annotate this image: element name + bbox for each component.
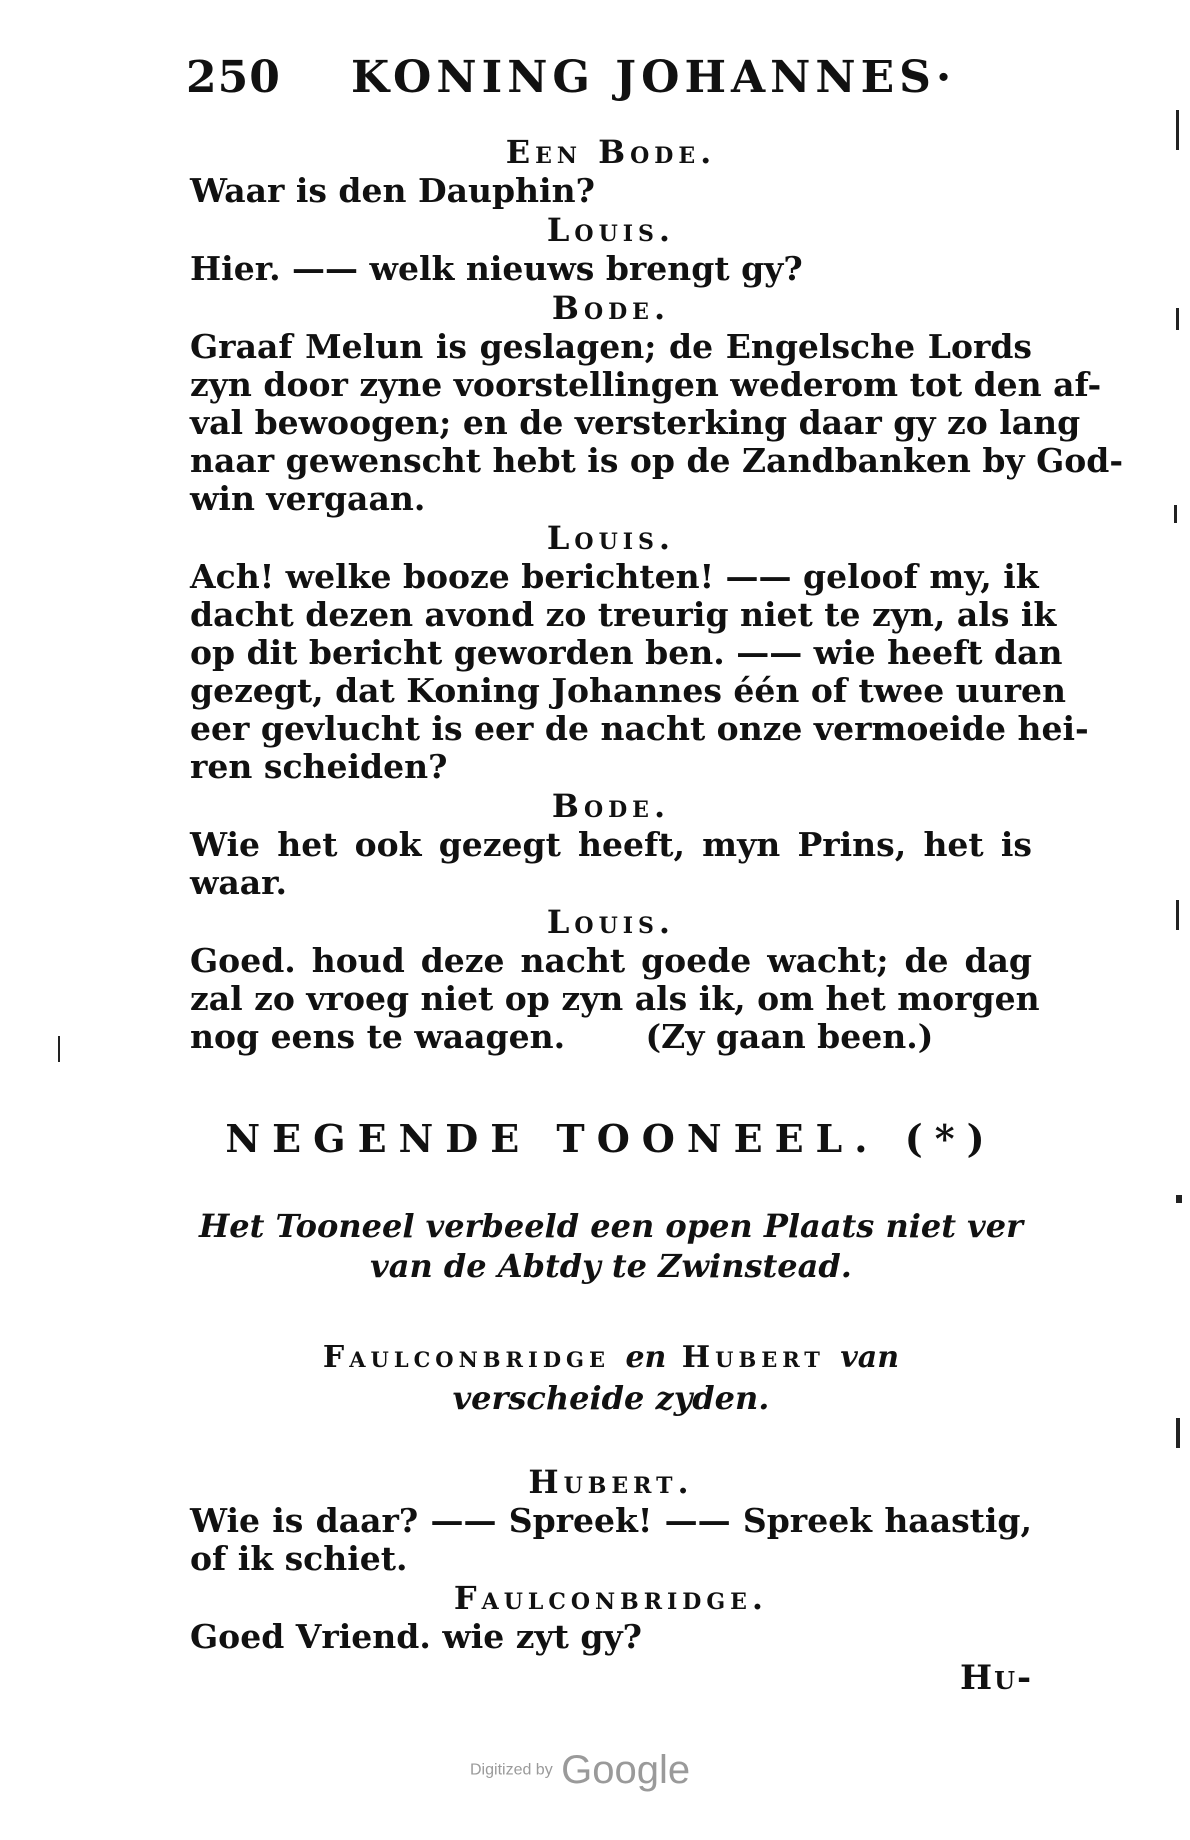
dialogue-line: of ik schiet. xyxy=(190,1539,408,1578)
dialogue-line: Wie het ook gezegt heeft, myn Prins, het is xyxy=(190,825,1032,864)
dialogue-line: zal zo vroeg niet op zyn als ik, om het morgen xyxy=(190,979,1040,1018)
dialogue-line: op dit bericht geworden ben. —— wie heeft dan xyxy=(190,633,1063,672)
dialogue-line: ren scheiden? xyxy=(190,747,448,786)
dialogue-line: gezegt, dat Koning Johannes één of twee uuren xyxy=(190,671,1067,710)
dialogue-line: Goed Vriend. wie zyt gy? xyxy=(190,1617,642,1656)
dialogue-line: Hier. —— welk nieuws brengt gy? xyxy=(190,249,803,288)
dialogue-line: win vergaan. xyxy=(190,479,426,518)
speaker-heading: Bode. xyxy=(551,787,671,825)
dialogue-line: naar gewenscht hebt is op de Zandbanken by God- xyxy=(190,441,1124,480)
speaker-heading: Louis. xyxy=(546,519,676,557)
characters-line xyxy=(190,1338,1032,1378)
page-header xyxy=(186,52,957,103)
watermark-prefix: Digitized by xyxy=(470,1761,553,1779)
scan-mark xyxy=(1176,900,1179,930)
scan-mark xyxy=(58,1036,60,1062)
scan-mark xyxy=(1176,1195,1182,1203)
scene-setting-line: Het Tooneel verbeeld een open Plaats niet ver xyxy=(199,1207,1023,1245)
dialogue-line: waar. xyxy=(190,863,288,902)
dialogue-block-2 xyxy=(190,1462,1032,1656)
dialogue-line: Ach! welke booze berichten! —— geloof my, ik xyxy=(190,557,1039,596)
scene-characters xyxy=(190,1338,1032,1418)
dialogue-block-1 xyxy=(190,132,1124,1056)
digitized-watermark xyxy=(470,1748,690,1793)
scene-setting xyxy=(190,1206,1032,1286)
scan-mark xyxy=(1176,308,1179,330)
speaker-heading: Bode. xyxy=(551,289,671,327)
speaker-heading: Louis. xyxy=(546,211,676,249)
speaker-heading: Faulconbridge. xyxy=(453,1579,769,1617)
dialogue-line: Waar is den Dauphin? xyxy=(190,171,595,210)
speaker-heading: Louis. xyxy=(546,903,676,941)
speaker-heading: Een Bode. xyxy=(505,133,717,171)
speaker-heading: Hubert. xyxy=(528,1463,694,1501)
watermark-brand: Google xyxy=(561,1748,691,1792)
dialogue-line: Goed. houd deze nacht goede wacht; de dag xyxy=(190,941,1032,980)
scan-mark xyxy=(1176,110,1179,150)
character-name: Hubert xyxy=(681,1340,825,1375)
characters-suffix: van xyxy=(840,1340,900,1375)
scene-heading-block xyxy=(190,1116,1032,1162)
scene-setting-line: van de Abtdy te Zwinstead. xyxy=(370,1247,852,1285)
dialogue-line: Graaf Melun is geslagen; de Engelsche Lords xyxy=(190,327,1032,366)
dialogue-line: dacht dezen avond zo treurig niet te zyn, als ik xyxy=(190,595,1057,634)
dialogue-line: Wie is daar? —— Spreek! —— Spreek haastig, xyxy=(190,1501,1032,1540)
running-title: KONING JOHANNES· xyxy=(351,52,957,103)
characters-conjunction: en xyxy=(625,1340,667,1375)
character-name: Faulconbridge xyxy=(322,1340,610,1375)
page-number: 250 xyxy=(186,52,281,103)
scan-mark xyxy=(1176,1418,1180,1448)
dialogue-line: zyn door zyne voorstellingen wederom tot den af- xyxy=(190,365,1102,404)
dialogue-line: eer gevlucht is eer de nacht onze vermoeide hei- xyxy=(190,709,1089,748)
catchword: Hu- xyxy=(960,1658,1034,1698)
scene-title: NEGENDE TOONEEL. (*) xyxy=(225,1116,997,1161)
dialogue-line: val bewoogen; en de versterking daar gy zo lang xyxy=(190,403,1081,442)
scan-mark xyxy=(1174,505,1177,523)
dialogue-line: nog eens te waagen. (Zy gaan been.) xyxy=(190,1017,934,1056)
characters-line-2: verscheide zyden. xyxy=(452,1379,770,1417)
